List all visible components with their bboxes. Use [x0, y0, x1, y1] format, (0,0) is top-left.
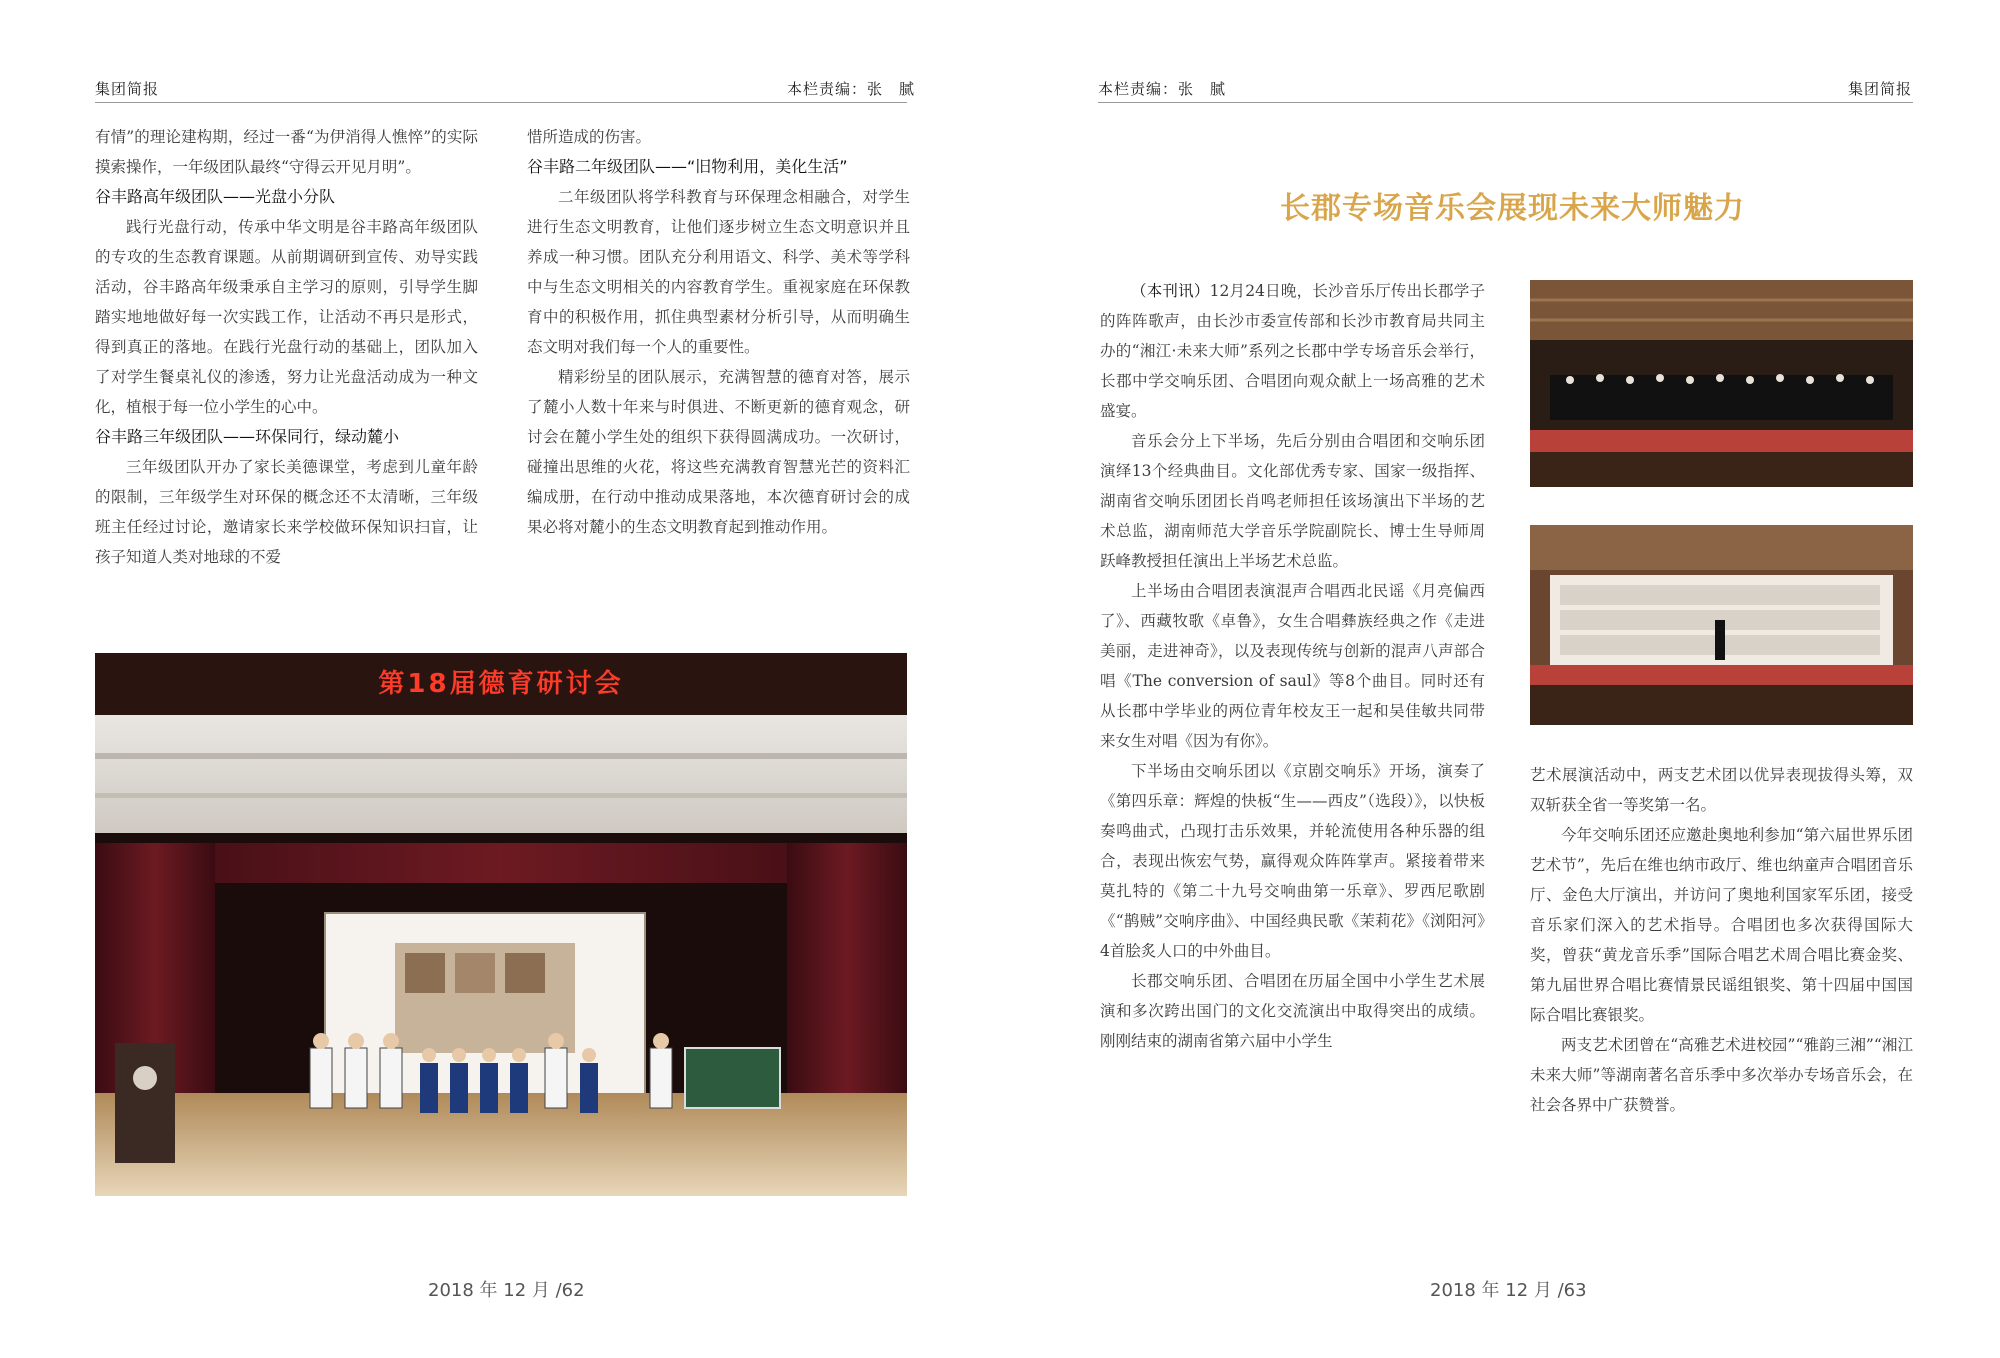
- paragraph: 二年级团队将学科教育与环保理念相融合，对学生进行生态文明教育，让他们逐步树立生态文明意识并且养成一种习惯。团队充分利用语文、科学、美术等学科中与生态文明相关的内容教育学生。重视家庭在环保教育中的积极作用，抓住典型素材分析引导，从而明确生态文明对我们每一个人的重要性。: [527, 188, 910, 356]
- article-title: 长郡专场音乐会展现未来大师魅力: [1280, 191, 1745, 226]
- paragraph: 长郡交响乐团、合唱团在历届全国中小学生艺术展演和多次跨出国门的文化交流演出中取得突出的成绩。刚刚结束的湖南省第六届中小学生: [1100, 972, 1485, 1050]
- subheading: 谷丰路高年级团队——光盘小分队: [95, 187, 336, 206]
- stage-photo-illustration: [95, 653, 907, 1196]
- paragraph: 有情”的理论建构期，经过一番“为伊消得人憔悴”的实际摸索操作，一年级团队最终“守得云开见月明”。: [95, 128, 478, 176]
- orchestra-photo-illustration: [1530, 280, 1913, 487]
- orchestra-photo: [1530, 280, 1913, 487]
- photo-banner-text: 第18届德育研讨会: [378, 669, 624, 699]
- header-rule: [95, 102, 907, 103]
- left-column-2: [527, 122, 910, 542]
- left-column-1: [95, 122, 478, 572]
- editor-header: 本栏责编：张 腻: [787, 80, 916, 98]
- lead-tag: （本刊讯）: [1131, 282, 1210, 300]
- header-rule: [1098, 102, 1913, 103]
- paragraph: 两支艺术团曾在“高雅艺术进校园”“雅韵三湘”“湘江未来大师”等湖南著名音乐季中多次举办专场音乐会，在社会各界中广获赞誉。: [1530, 1036, 1913, 1114]
- paragraph: 惜所造成的伤害。: [527, 128, 652, 146]
- paragraph: 音乐会分上下半场，先后分别由合唱团和交响乐团演绎13个经典曲目。文化部优秀专家、国家一级指挥、湖南省交响乐团团长肖鸣老师担任该场演出下半场的艺术总监，湖南师范大学音乐学院副院长、博士生导师周跃峰教授担任演出上半场艺术总监。: [1100, 432, 1485, 570]
- lead-text: 12月24日晚，长沙音乐厅传出长郡学子的阵阵歌声，由长沙市委宣传部和长沙市教育局共同主办的“湘江·未来大师”系列之长郡中学专场音乐会举行，长郡中学交响乐团、合唱团向观众献上一场高雅的艺术盛宴。: [1100, 282, 1485, 420]
- right-column-2: [1530, 760, 1913, 1120]
- subheading: 谷丰路二年级团队——“旧物利用，美化生活”: [527, 157, 848, 176]
- editor-header: 本栏责编：张 腻: [1098, 80, 1227, 98]
- paragraph: 精彩纷呈的团队展示，充满智慧的德育对答，展示了麓小人数十年来与时俱进、不断更新的德育观念，研讨会在麓小学生处的组织下获得圆满成功。一次研讨，碰撞出思维的火花，将这些充满教育智慧光芒的资料汇编成册，在行动中推动成果落地，本次德育研讨会的成果必将对麓小的生态文明教育起到推动作用。: [527, 368, 910, 536]
- section-header: 集团简报: [95, 80, 160, 98]
- right-column-1: [1100, 276, 1485, 1056]
- stage-photo: [95, 653, 907, 1196]
- choir-photo: [1530, 525, 1913, 725]
- paragraph: 今年交响乐团还应邀赴奥地利参加“第六届世界乐团艺术节”，先后在维也纳市政厅、维也纳童声合唱团音乐厅、金色大厅演出，并访问了奥地利国家军乐团，接受音乐家们深入的艺术指导。合唱团也多次获得国际大奖，曾获“黄龙音乐季”国际合唱艺术周合唱比赛金奖、第九届世界合唱比赛情景民谣组银奖、第十四届中国国际合唱比赛银奖。: [1530, 826, 1913, 1024]
- section-header: 集团简报: [1848, 80, 1913, 98]
- subheading: 谷丰路三年级团队——环保同行，绿动麓小: [95, 427, 400, 446]
- page-number: 2018 年 12 月 /63: [1430, 1280, 1587, 1301]
- choir-photo-illustration: [1530, 525, 1913, 725]
- paragraph: 上半场由合唱团表演混声合唱西北民谣《月亮偏西了》、西藏牧歌《卓鲁》，女生合唱彝族经典之作《走进美丽，走进神奇》，以及表现传统与创新的混声八声部合唱《The conversion of saul》等8个曲目。同时还有从长郡中学毕业的两位青年校友王一起和吴佳敏共同带来女生对唱《因为有你》。: [1100, 582, 1485, 750]
- paragraph: 三年级团队开办了家长美德课堂，考虑到儿童年龄的限制，三年级学生对环保的概念还不太清晰，三年级班主任经过讨论，邀请家长来学校做环保知识扫盲，让孩子知道人类对地球的不爱: [95, 458, 478, 566]
- paragraph: 下半场由交响乐团以《京剧交响乐》开场，演奏了《第四乐章：辉煌的快板“生——西皮”（选段）》，以快板奏鸣曲式，凸现打击乐效果，并轮流使用各种乐器的组合，表现出恢宏气势，赢得观众阵阵掌声。紧接着带来莫扎特的《第二十九号交响曲第一乐章》、罗西尼歌剧《“鹊贼”交响序曲》、中国经典民歌《茉莉花》《浏阳河》4首脍炙人口的中外曲目。: [1100, 762, 1485, 960]
- page-number: 2018 年 12 月 /62: [428, 1280, 585, 1301]
- paragraph: 艺术展演活动中，两支艺术团以优异表现拔得头筹，双双斩获全省一等奖第一名。: [1530, 766, 1913, 814]
- lead-paragraph: [1100, 276, 1485, 426]
- paragraph: 践行光盘行动，传承中华文明是谷丰路高年级团队的专攻的生态教育课题。从前期调研到宣传、劝导实践活动，谷丰路高年级秉承自主学习的原则，引导学生脚踏实地地做好每一次实践工作，让活动不再只是形式，得到真正的落地。在践行光盘行动的基础上，团队加入了对学生餐桌礼仪的渗透，努力让光盘活动成为一种文化，植根于每一位小学生的心中。: [95, 218, 478, 416]
